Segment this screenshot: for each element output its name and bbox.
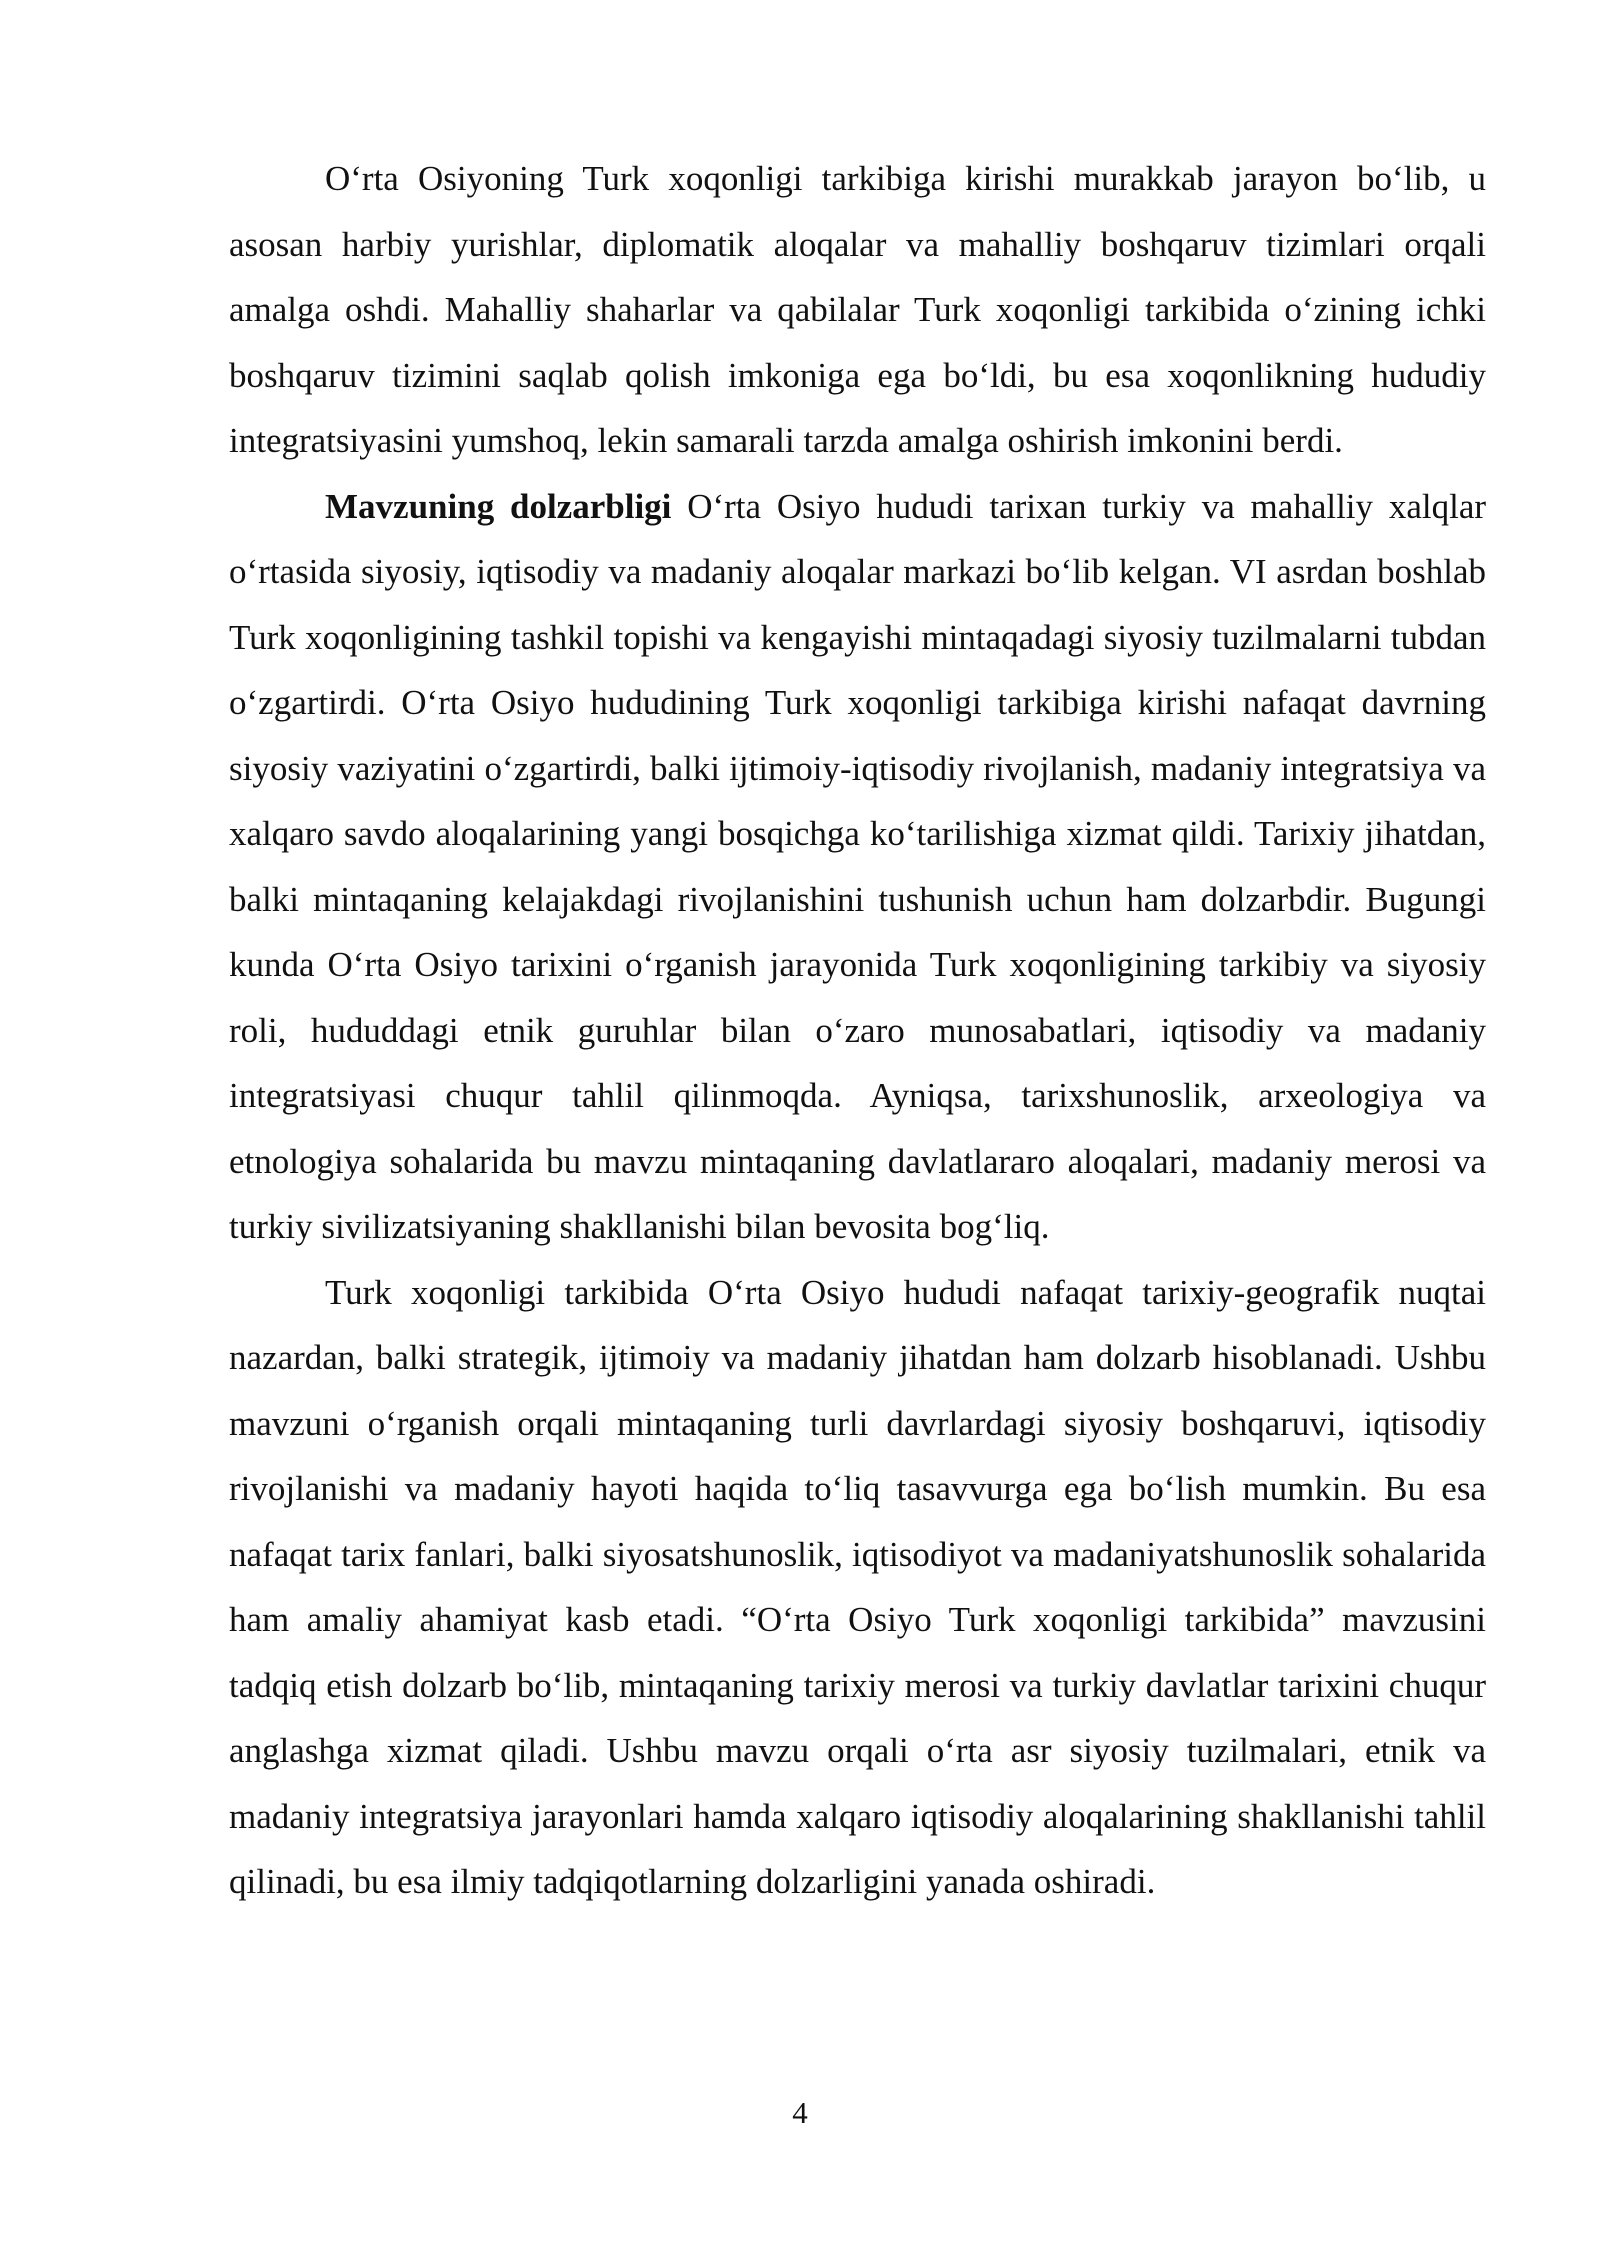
page-number: 4 xyxy=(792,2095,808,2130)
paragraph-text: O‘rta Osiyo hududi tarixan turkiy va mahalliy xalqlar o‘rtasida siyosiy, iqtisodiy va madaniy aloqalar markazi bo‘lib kelgan. VI asrdan boshlab Turk xoqonligining tashkil topishi va kengayishi mintaqadagi siyosiy tuzilmalarni tubdan o‘zgartirdi. O‘rta Osiyo hududining Turk xoqonligi tarkibiga kirishi nafaqat davrning siyosiy vaziyatini o‘zgartirdi, balki ijtimoiy-iqtisodiy rivojlanish, madaniy integratsiya va xalqaro savdo aloqalarining yangi bosqichga ko‘tarilishiga xizmat qildi. Tarixiy jihatdan, balki mintaqaning kelajakdagi rivojlanishini tushunish uchun ham dolzarbdir. Bugungi kunda O‘rta Osiyo tarixini o‘rganish jarayonida Turk xoqonligining tarkibiy va siyosiy roli, hududdagi etnik guruhlar bilan o‘zaro munosabatlari, iqtisodiy va madaniy integratsiyasi chuqur tahlil qilinmoqda. Ayniqsa, tarixshunoslik, arxeologiya va etnologiya sohalarida bu mavzu mintaqaning davlatlararo aloqalari, madaniy merosi va turkiy sivilizatsiyaning shakllanishi bilan bevosita bog‘liq. xyxy=(229,486,1487,1246)
body-text xyxy=(229,146,1486,1915)
paragraph-relevance xyxy=(229,474,1486,1260)
paragraph-intro xyxy=(229,146,1486,474)
paragraph-conclusion xyxy=(229,1260,1486,1915)
paragraph-text: O‘rta Osiyoning Turk xoqonligi tarkibiga kirishi murakkab jarayon bo‘lib, u asosan harbiy yurishlar, diplomatik aloqalar va mahalliy boshqaruv tizimlari orqali amalga oshdi. Mahalliy shaharlar va qabilalar Turk xoqonligi tarkibida o‘zining ichki boshqaruv tizimini saqlab qolish imkoniga ega bo‘ldi, bu esa xoqonlikning hududiy integratsiyasini yumshoq, lekin samarali tarzda amalga oshirish imkonini berdi. xyxy=(229,159,1486,460)
paragraph-lead-relevance: Mavzuning dolzarbligi xyxy=(325,486,672,526)
paragraph-text: Turk xoqonligi tarkibida O‘rta Osiyo hududi nafaqat tarixiy-geografik nuqtai nazardan, balki strategik, ijtimoiy va madaniy jihatdan ham dolzarb hisoblanadi. Ushbu mavzuni o‘rganish orqali mintaqaning turli davrlardagi siyosiy boshqaruvi, iqtisodiy rivojlanishi va madaniy hayoti haqida to‘liq tasavvurga ega bo‘lish mumkin. Bu esa nafaqat tarix fanlari, balki siyosatshunoslik, iqtisodiyot va madaniyatshunoslik sohalarida ham amaliy ahamiyat kasb etadi. “O‘rta Osiyo Turk xoqonligi tarkibida” mavzusini tadqiq etish dolzarb bo‘lib, mintaqaning tarixiy merosi va turkiy davlatlar tarixini chuqur anglashga xizmat qiladi. Ushbu mavzu orqali o‘rta asr siyosiy tuzilmalari, etnik va madaniy integratsiya jarayonlari hamda xalqaro iqtisodiy aloqalarining shakllanishi tahlil qilinadi, bu esa ilmiy tadqiqotlarning dolzarligini yanada oshiradi. xyxy=(229,1272,1486,1901)
